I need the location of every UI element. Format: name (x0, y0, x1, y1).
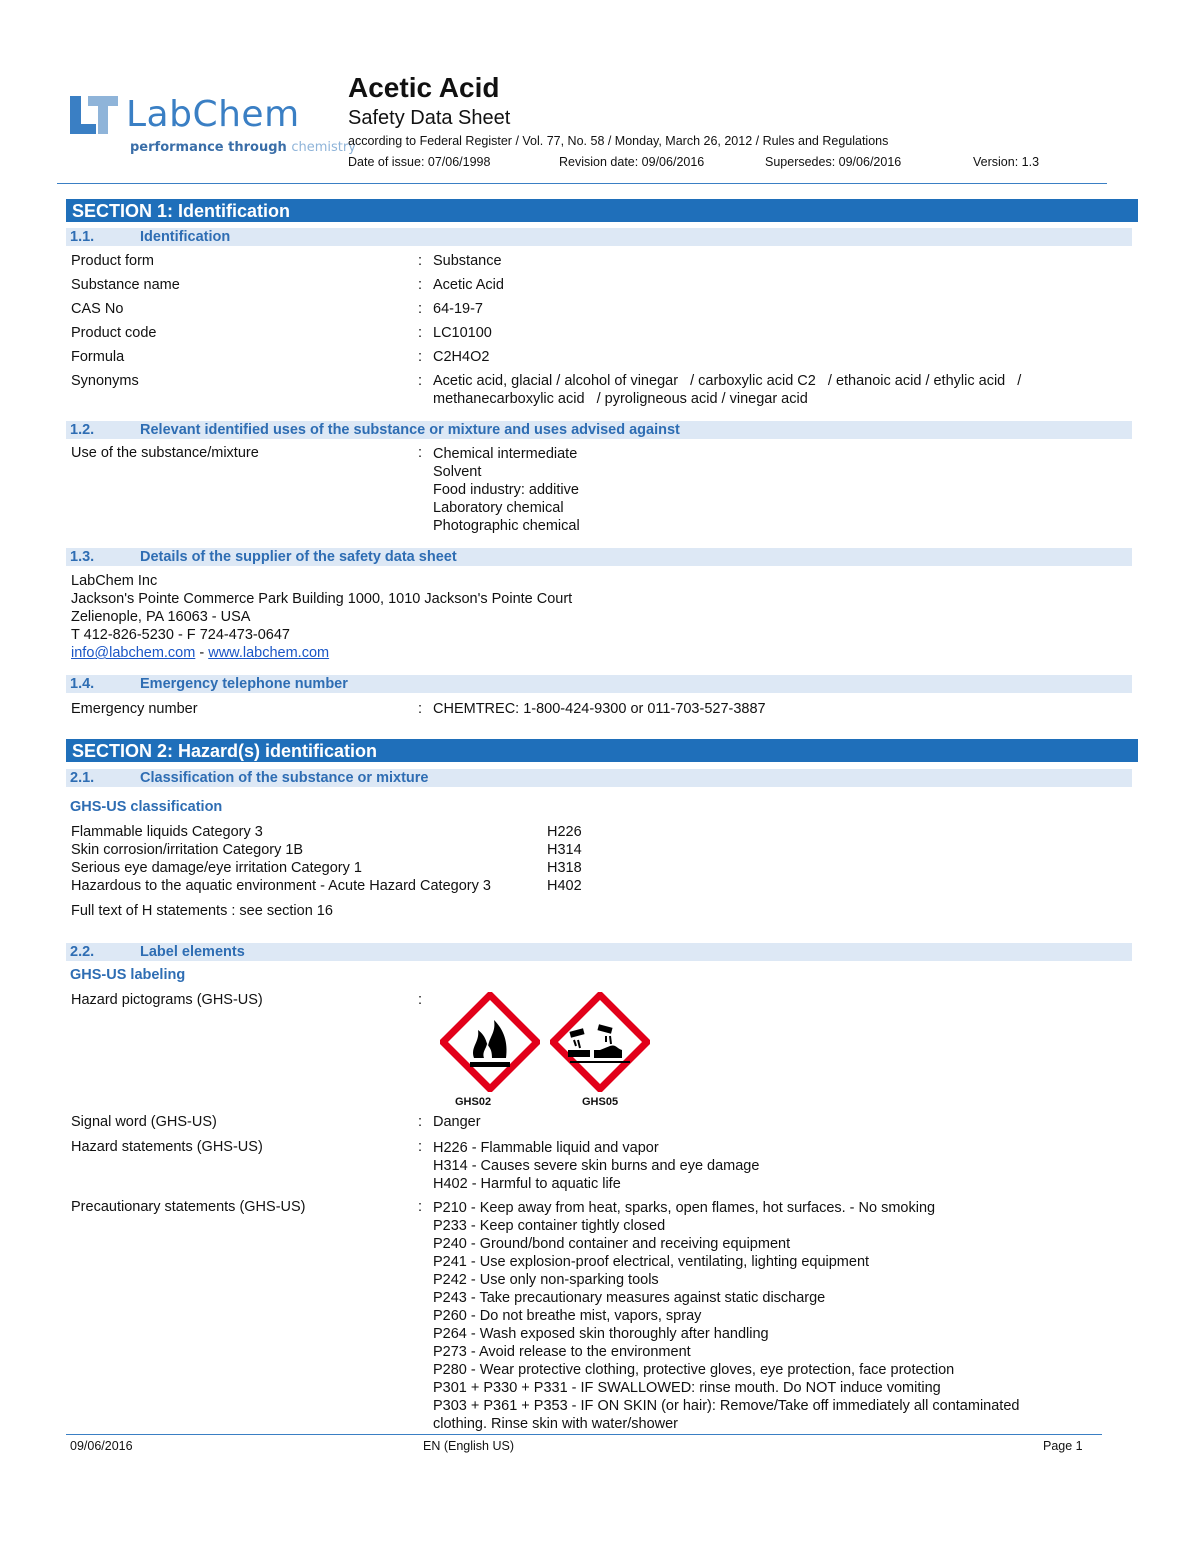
precaution-statement: P273 - Avoid release to the environment (433, 1344, 691, 1360)
row-label: Emergency number (71, 701, 198, 717)
classification-name: Serious eye damage/eye irritation Category 1 (71, 860, 362, 876)
pictogram-label: GHS05 (582, 1096, 619, 1108)
footer-divider (66, 1434, 1102, 1435)
list-item: Solvent (433, 464, 482, 480)
subsection-number: 2.1. (70, 770, 95, 786)
uses-list (433, 445, 580, 535)
classification-name: Flammable liquids Category 3 (71, 824, 263, 840)
tagline-part-b: chemistry (291, 140, 356, 155)
corrosion-pictogram-icon (550, 992, 650, 1092)
classification-name: Hazardous to the aquatic environment - Acute Hazard Category 3 (71, 878, 491, 894)
precautionary-statements (433, 1199, 1019, 1433)
subsection-number: 1.3. (70, 549, 95, 565)
row-colon: : (418, 1114, 423, 1130)
subsection-1-4 (66, 675, 1132, 693)
subsection-2-2 (66, 943, 1132, 961)
row-colon: : (418, 301, 423, 317)
row-colon: : (418, 325, 423, 341)
row-value: C2H4O2 (433, 349, 490, 365)
supersedes: Supersedes: 09/06/2016 (765, 155, 902, 169)
supplier-address-2: Zelienople, PA 16063 - USA (71, 609, 251, 625)
classification-code: H402 (547, 878, 582, 894)
revision-date: Revision date: 09/06/2016 (559, 155, 705, 169)
row-colon: : (418, 445, 423, 461)
supplier-name: LabChem Inc (71, 573, 158, 589)
subsection-title: Classification of the substance or mixture (140, 770, 429, 786)
row-colon: : (418, 277, 423, 293)
row-colon: : (418, 701, 423, 717)
subsection-2-1 (66, 769, 1132, 787)
row-colon: : (418, 1139, 423, 1155)
hazard-statement: H314 - Causes severe skin burns and eye damage (433, 1158, 760, 1174)
regulation-line: according to Federal Register / Vol. 77, No. 58 / Monday, March 26, 2012 / Rules and Regulations (348, 134, 889, 148)
footer-language: EN (English US) (423, 1439, 514, 1453)
tagline-part-a: performance through (130, 140, 287, 155)
classification-code: H314 (547, 842, 582, 858)
list-item: Laboratory chemical (433, 500, 564, 516)
row-label: Product form (71, 253, 154, 269)
subsection-title: Emergency telephone number (140, 676, 348, 692)
subsection-number: 1.4. (70, 676, 95, 692)
precaution-statement: P260 - Do not breathe mist, vapors, spray (433, 1308, 702, 1324)
row-label: Use of the substance/mixture (71, 445, 259, 461)
row-value-continued: methanecarboxylic acid / pyroligneous acid / vinegar acid (433, 391, 808, 407)
supplier-website-link[interactable]: www.labchem.com (208, 645, 330, 661)
section2-header: SECTION 2: Hazard(s) identification (66, 739, 1138, 762)
full-text-note: Full text of H statements : see section 16 (71, 903, 333, 919)
precaution-statement: P243 - Take precautionary measures against static discharge (433, 1290, 826, 1306)
row-label: Substance name (71, 277, 180, 293)
precaution-statement: P280 - Wear protective clothing, protective gloves, eye protection, face protection (433, 1362, 955, 1378)
row-label: Hazard statements (GHS-US) (71, 1139, 263, 1155)
subsection-number: 1.1. (70, 229, 95, 245)
pictogram-label: GHS02 (455, 1096, 492, 1108)
precaution-statement: P303 + P361 + P353 - IF ON SKIN (or hair): Remove/Take off immediately all contaminated (433, 1398, 1020, 1414)
list-item: Food industry: additive (433, 482, 579, 498)
row-colon: : (418, 1199, 423, 1215)
row-colon: : (418, 349, 423, 365)
subsection-number: 1.2. (70, 422, 95, 438)
subsection-number: 2.2. (70, 944, 95, 960)
supplier-address-1: Jackson's Pointe Commerce Park Building 1000, 1010 Jackson's Pointe Court (71, 591, 573, 607)
document-subtitle: Safety Data Sheet (348, 107, 511, 129)
contact-separator: - (195, 645, 209, 661)
document-title: Acetic Acid (348, 72, 500, 103)
hazard-statements (433, 1139, 759, 1193)
row-value: 64-19-7 (433, 301, 483, 317)
supplier-phone: T 412-826-5230 - F 724-473-0647 (71, 627, 290, 643)
precaution-statement: P241 - Use explosion-proof electrical, ventilating, lighting equipment (433, 1254, 870, 1270)
classification-names (71, 823, 491, 895)
supplier-email-link[interactable]: info@labchem.com (71, 645, 196, 661)
signal-word: Danger (433, 1114, 481, 1130)
classification-code: H318 (547, 860, 582, 876)
footer-date: 09/06/2016 (70, 1439, 133, 1453)
row-label: CAS No (71, 301, 124, 317)
list-item: Chemical intermediate (433, 446, 578, 462)
ghs-labeling-heading: GHS-US labeling (70, 967, 186, 983)
row-value: Substance (433, 253, 502, 269)
subsection-title: Details of the supplier of the safety data sheet (140, 549, 457, 565)
ghs-classification-heading: GHS-US classification (70, 799, 223, 815)
list-item: Photographic chemical (433, 518, 580, 534)
date-of-issue: Date of issue: 07/06/1998 (348, 155, 491, 169)
row-value: Acetic acid, glacial / alcohol of vinegar / carboxylic acid C2 / ethanoic acid / ethylic acid / (433, 373, 1022, 389)
classification-codes (547, 823, 582, 895)
row-label: Precautionary statements (GHS-US) (71, 1199, 306, 1215)
precaution-statement: P210 - Keep away from heat, sparks, open flames, hot surfaces. - No smoking (433, 1200, 936, 1216)
logo-wordmark: LabChem (126, 94, 300, 135)
labchem-logo-icon (68, 92, 120, 138)
precaution-statement: P242 - Use only non-sparking tools (433, 1272, 659, 1288)
hazard-statement: H226 - Flammable liquid and vapor (433, 1140, 659, 1156)
classification-name: Skin corrosion/irritation Category 1B (71, 842, 304, 858)
precaution-statement: P264 - Wash exposed skin thoroughly after handling (433, 1326, 769, 1342)
footer-page-number: Page 1 (1043, 1439, 1083, 1453)
labchem-logo (68, 90, 356, 160)
row-label: Hazard pictograms (GHS-US) (71, 992, 263, 1008)
precaution-statement: P301 + P330 + P331 - IF SWALLOWED: rinse mouth. Do NOT induce vomiting (433, 1380, 941, 1396)
header-divider (57, 183, 1107, 184)
row-colon: : (418, 253, 423, 269)
row-value: LC10100 (433, 325, 492, 341)
hazard-statement: H402 - Harmful to aquatic life (433, 1176, 621, 1192)
subsection-title: Relevant identified uses of the substance or mixture and uses advised against (140, 422, 680, 438)
subsection-title: Identification (140, 229, 231, 245)
row-label: Synonyms (71, 373, 139, 389)
row-colon: : (418, 992, 423, 1008)
subsection-1-1 (66, 228, 1132, 246)
precaution-statement: P240 - Ground/bond container and receiving equipment (433, 1236, 791, 1252)
version: Version: 1.3 (973, 155, 1040, 169)
supplier-contacts (71, 644, 572, 662)
row-value: Acetic Acid (433, 277, 504, 293)
precaution-statement: P233 - Keep container tightly closed (433, 1218, 666, 1234)
subsection-1-3 (66, 548, 1132, 566)
row-label: Product code (71, 325, 157, 341)
supplier-block (71, 572, 572, 662)
row-label: Formula (71, 349, 125, 365)
flame-pictogram-icon (440, 992, 540, 1092)
row-label: Signal word (GHS-US) (71, 1114, 217, 1130)
subsection-title: Label elements (140, 944, 245, 960)
row-colon: : (418, 373, 423, 389)
subsection-1-2 (66, 421, 1132, 439)
section1-header: SECTION 1: Identification (66, 199, 1138, 222)
precaution-statement: clothing. Rinse skin with water/shower (433, 1416, 678, 1432)
logo-tagline (130, 140, 356, 155)
emergency-number: CHEMTREC: 1-800-424-9300 or 011-703-527-3887 (433, 701, 766, 717)
classification-code: H226 (547, 824, 582, 840)
